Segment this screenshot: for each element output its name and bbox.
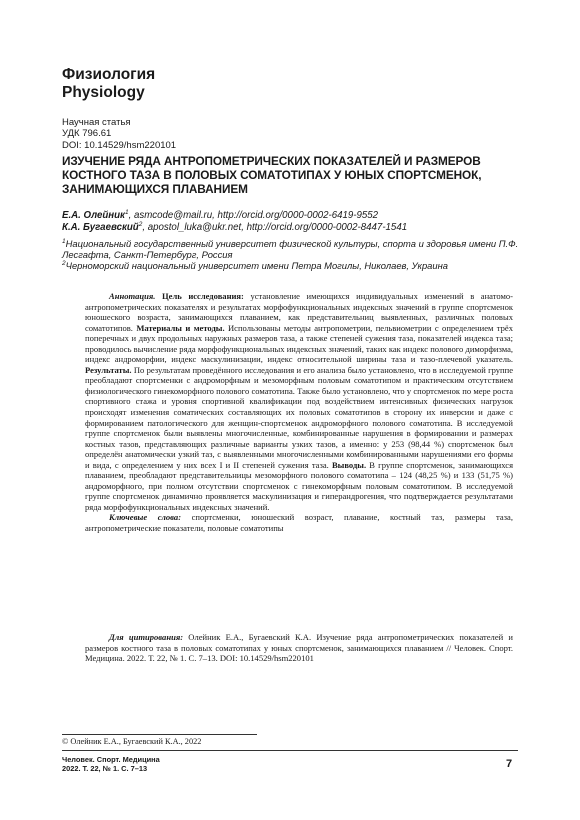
affiliation-1 [62, 238, 532, 260]
affiliation-marker: 2 [62, 260, 66, 268]
conclusions-label: Выводы. [331, 459, 367, 470]
author-1 [62, 210, 532, 222]
methods-label: Материалы и методы. [136, 322, 225, 333]
page-number: 7 [506, 758, 513, 770]
author-contact[interactable]: , asmcode@mail.ru, http://orcid.org/0000-0002-6419-9552 [128, 210, 379, 221]
abstract-body [85, 291, 513, 512]
journal-issue: 2022. Т. 22, № 1. С. 7–13 [62, 763, 148, 773]
affiliations [62, 238, 532, 272]
section-title-en: Physiology [62, 84, 145, 101]
results-text: По результатам проведённого исследования и его анализа было установлено, что в исследуемой группе преобладают спортсменки с андроморфным и мезоморфным половым соматотипом и практическим отсутствием физиологического гинекоморфного полового соматотипа. Также было установлено, что у спортсменок по мере роста спортивного стажа и уровня спортивной квалификации под воздействием интенсивных физических нагрузок происходят изменения соматических составляющих их половых соматотипов в сторону их инверсии и даже с формированием патологического для женщин-спортсменок андроморфного полового соматотипа. В исследуемой группе спортсменок были выявлены многочисленные, комбинированные нарушения в формировании и размерах костных тазов, представляющих различные варианты узких тазов, а именно: у 253 (98,44 %) спортсменок был определён анатомически узкий таз, с выявленными многочисленными комбинированными нарушениями его формы и вида, с определением у них всех I и II степеней сужения таза. [85, 364, 513, 470]
citation-label: Для цитирования: [109, 632, 184, 642]
abstract-label: Аннотация. [109, 291, 156, 301]
author-name: Е.А. Олейник [62, 210, 125, 221]
journal-name: Человек. Спорт. Медицина [62, 755, 160, 764]
affiliation-marker: 1 [124, 208, 129, 216]
footer-divider [62, 750, 518, 751]
citation-body [85, 632, 513, 664]
section-title [62, 66, 155, 102]
copyright-divider [62, 734, 257, 735]
article-type: Научная статья [62, 117, 131, 128]
article-meta [62, 117, 176, 151]
article-title: ИЗУЧЕНИЕ РЯДА АНТРОПОМЕТРИЧЕСКИХ ПОКАЗАТЕЛЕЙ И РАЗМЕРОВ КОСТНОГО ТАЗА В ПОЛОВЫХ СОМАТОТИПАХ У ЮНЫХ СПОРТСМЕНОК, ЗАНИМАЮЩИХСЯ ПЛАВАНИЕМ [62, 154, 482, 197]
author-2 [62, 222, 532, 234]
author-list [62, 210, 532, 235]
results-label: Результаты. [85, 364, 132, 375]
section-title-ru: Физиология [62, 66, 156, 83]
doi[interactable]: DOI: 10.14529/hsm220101 [62, 139, 177, 151]
aim-label: Цель исследования: [162, 291, 244, 301]
abstract [85, 291, 513, 534]
keywords [85, 512, 513, 533]
citation-text: Олейник Е.А., Бугаевский К.А. Изучение ряда антропометрических показателей и размеров костного таза в половых соматотипах у юных спортсменок, занимающихся плаванием // Человек. Спорт. Медицина. 2022. Т. 22, № 1. С. 7–13. DOI: 10.14529/hsm220101 [85, 632, 513, 664]
affiliation-marker: 1 [62, 237, 66, 245]
affiliation-text: Черноморский национальный университет имени Петра Могилы, Николаев, Украина [65, 260, 448, 272]
citation [85, 632, 513, 664]
journal-info [62, 756, 160, 773]
keywords-label: Ключевые слова: [109, 512, 182, 523]
aim-text: установление имеющихся индивидуальных изменений в анатомо-антропометрических показателях и результатах морфофункциональных индексных значений в группе спортсменок юношеского возраста, занимающихся плаванием, как представительниц выявленных, различных половых соматотипов. [85, 291, 513, 333]
author-contact[interactable]: , apostol_luka@ukr.net, http://orcid.org/0000-0002-8447-1541 [142, 222, 408, 234]
affiliation-text: Национальный государственный университет физической культуры, спорта и здоровья имени П.Ф. Лесгафта, Санкт-Петербург, Россия [62, 238, 519, 261]
udc-code: УДК 796.61 [62, 128, 112, 140]
methods-text: Использованы методы антропометрии, пельвиометрии с определением трёх поперечных и двух продольных наружных размеров таза, а также степеней сужения таза, показателей индекса таза; проводилось вычисление ряда морфофункциональных индексных значений, таких как индекс полового диморфизма, индекс андроморфии, индекс маскулинизации, индекс относительной ширины таза и тазо-плечевой указатель. [85, 322, 513, 365]
conclusions-text: В группе спортсменок, занимающихся плаванием, преобладают представительницы мезоморфного полового соматотипа – 124 (48,25 %) и 133 (51,75 %) андроморфного, при полном отсутствии спортсменок с гинекоморфным половым соматотипом. В исследуемой группе спортсменок динамично проявляется маскулинизация и гиперандрогения, что подтверждается результатами ряда морфофункциональных индексных значений. [85, 459, 514, 512]
affiliation-2 [62, 260, 532, 271]
copyright-notice: © Олейник Е.А., Бугаевский К.А., 2022 [62, 737, 202, 746]
affiliation-marker: 2 [138, 221, 143, 229]
keywords-text: спортсменки, юношеский возраст, плавание, костный таз, размеры таза, антропометрические показатели, половые соматотипы [85, 512, 513, 534]
author-name: К.А. Бугаевский [62, 222, 139, 234]
